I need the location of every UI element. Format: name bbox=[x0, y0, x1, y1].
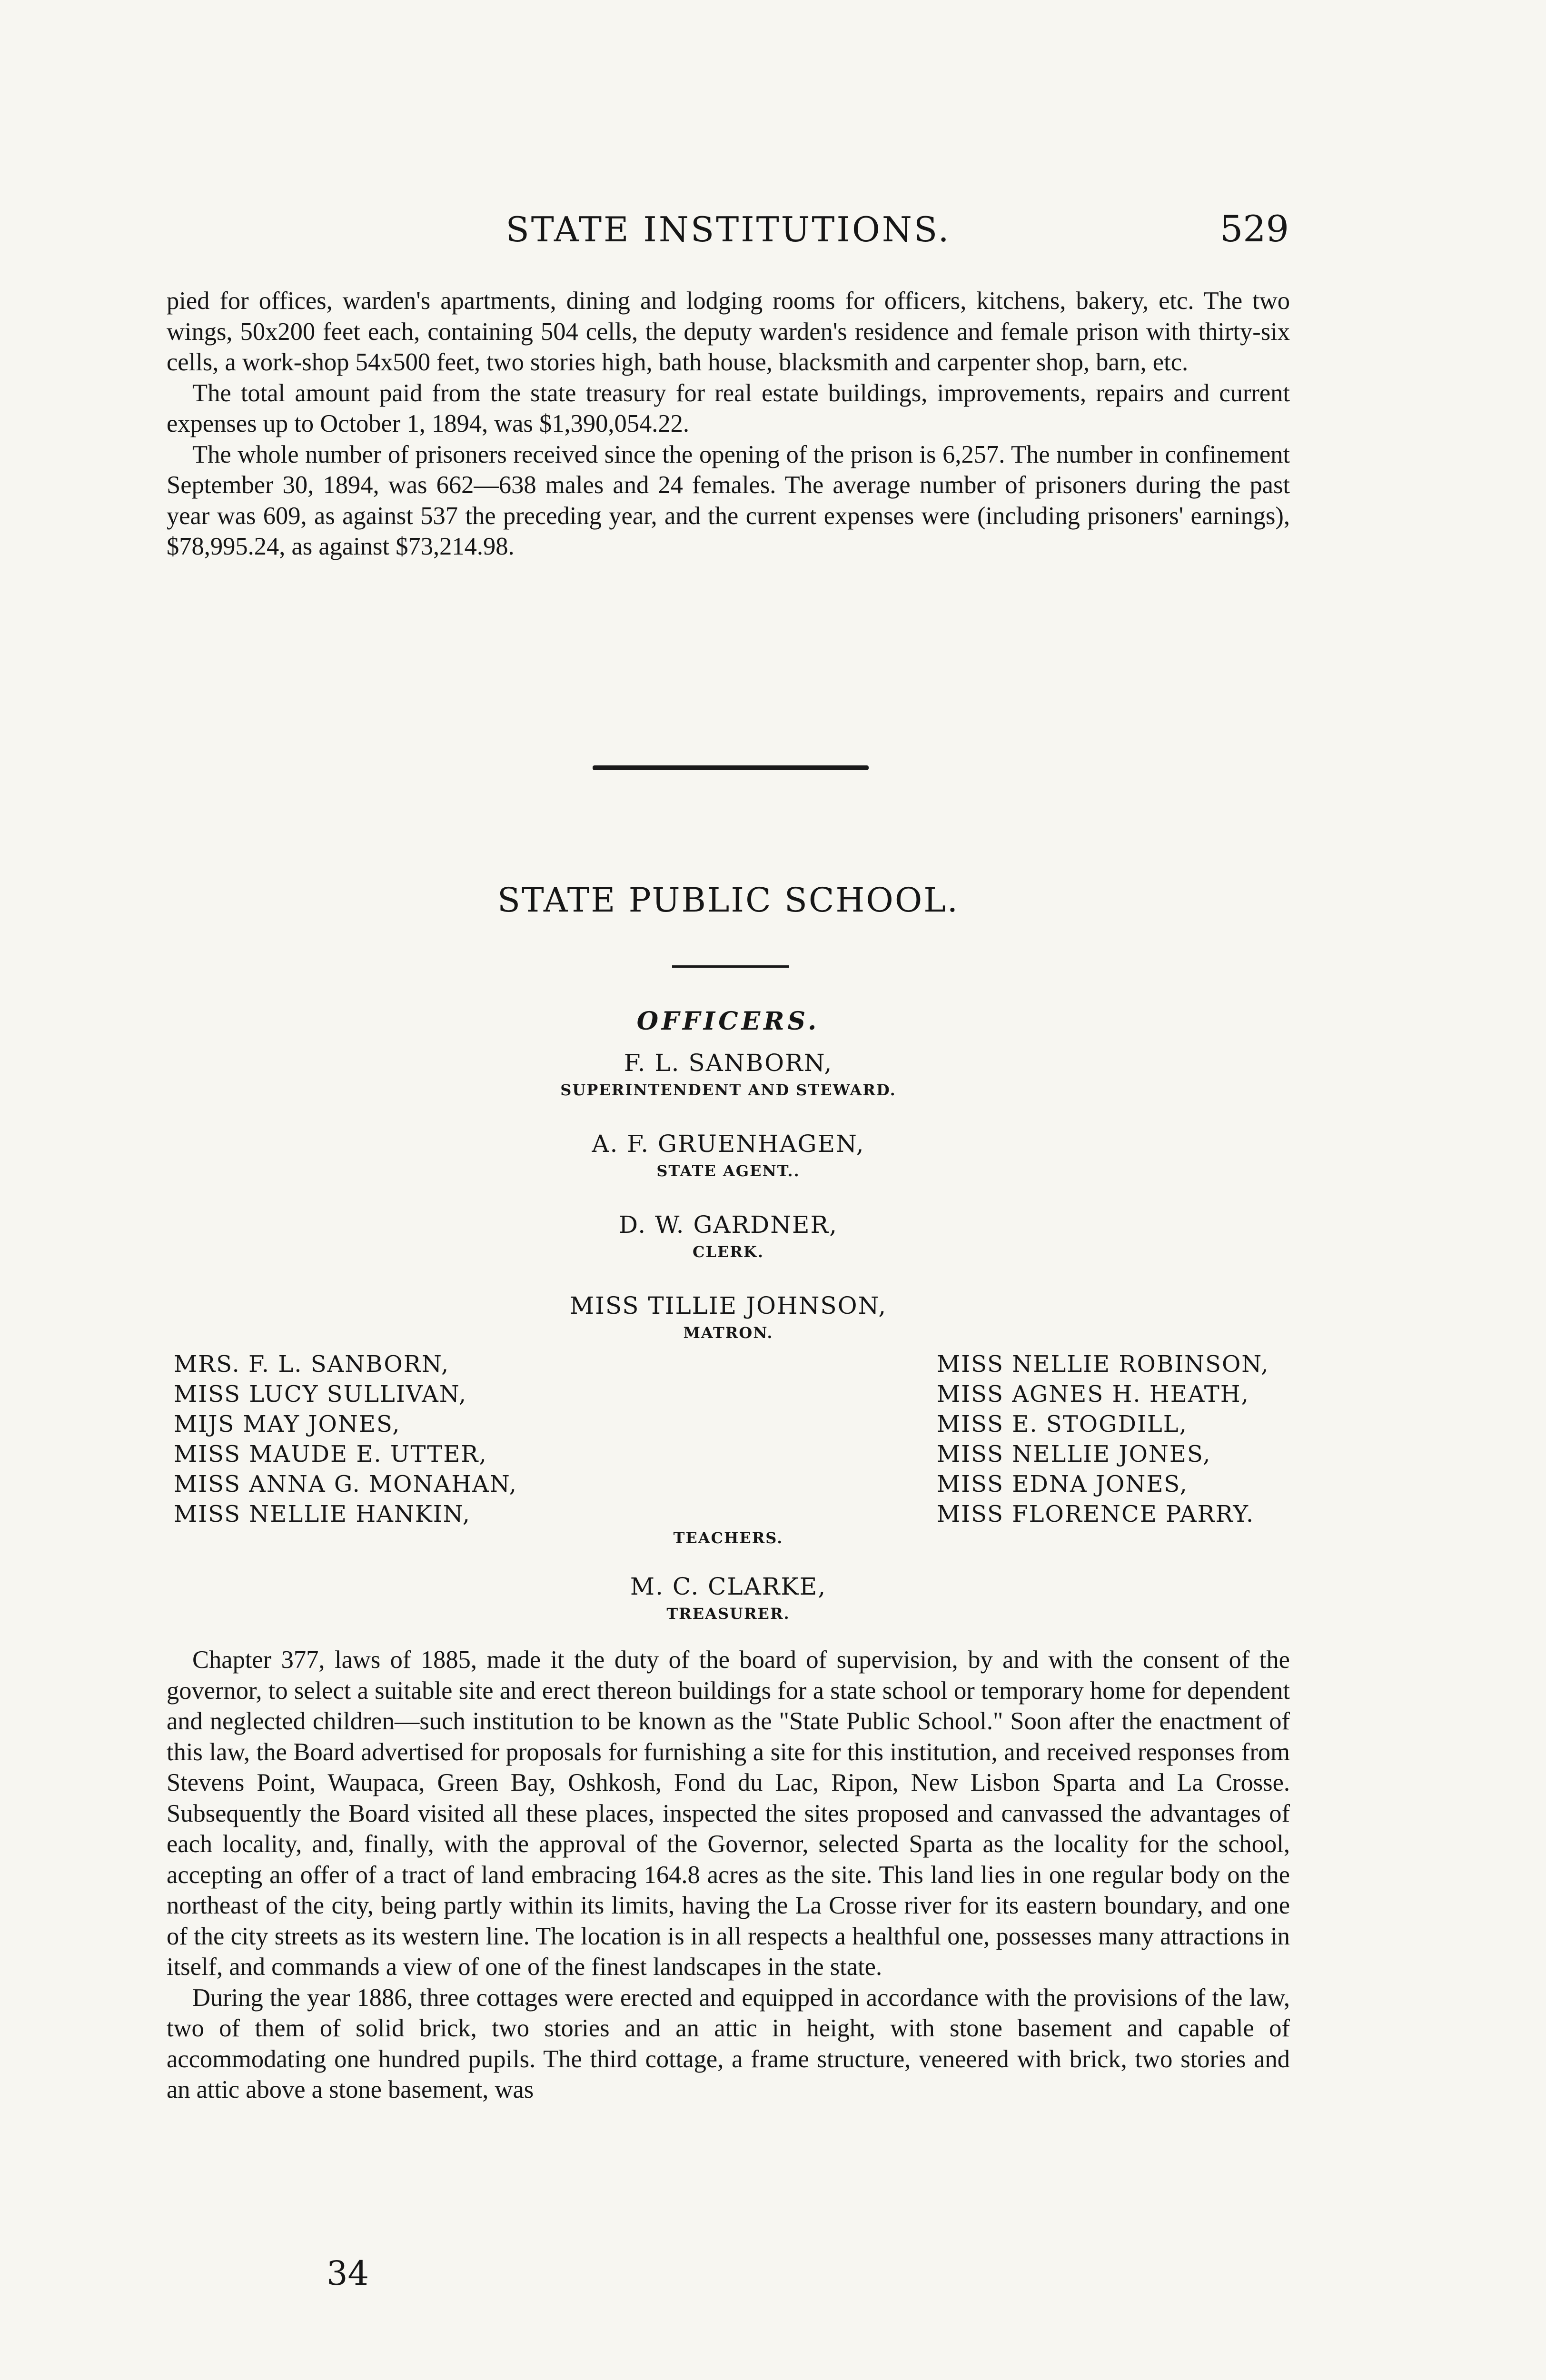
teacher-name: MRS. F. L. SANBORN, bbox=[174, 1351, 450, 1378]
paragraph: Chapter 377, laws of 1885, made it the duty of the board of supervision, by and with the consent of the governor, to select a suitable site and erect thereon buildings for a state school or temporary home for dependent and neglected children—such institution to be known as the "State Public School." Soon after the enactment of this law, the Board advertised for proposals for furnishing a site for this institution, and received responses from Stevens Point, Waupaca, Green Bay, Oshkosh, Fond du Lac, Ripon, New Lisbon Sparta and La Crosse. Subsequently the Board visited all these places, inspected the sites proposed and canvassed the advantages of each locality, and, finally, with the approval of the Governor, selected Sparta as the locality for the school, accepting an offer of a tract of land embracing 164.8 acres as the site. This land lies in one regular body on the northeast of the city, being partly within its limits, having the La Crosse river for its eastern boundary, and one of the city streets as its western line. The location is in all respects a healthful one, possesses many attractions in itself, and commands a view of one of the finest landscapes in the state. bbox=[167, 1646, 1290, 1981]
teacher-name: MISS NELLIE ROBINSON, bbox=[937, 1351, 1269, 1378]
officer-name: A. F. GRUENHAGEN, bbox=[592, 1130, 865, 1158]
officer-entry bbox=[167, 1128, 1290, 1209]
paragraph: The whole number of prisoners received since the opening of the prison is 6,257. The number in confinement September 30, 1894, was 662—638 males and 24 females. The average number of prisoners during the past year was 609, as against 537 the preceding year, and the current expenses were (including prisoners' earnings), $78,995.24, as against $73,214.98. bbox=[167, 440, 1290, 560]
section-title: STATE PUBLIC SCHOOL. bbox=[497, 881, 959, 920]
officer-entry bbox=[167, 1047, 1290, 1128]
page-number: 529 bbox=[1219, 208, 1289, 250]
officer-role: STATE AGENT.. bbox=[656, 1162, 800, 1180]
teachers-left-column bbox=[174, 1349, 517, 1529]
officer-name: MISS TILLIE JOHNSON, bbox=[569, 1292, 887, 1319]
section-divider bbox=[593, 765, 869, 770]
running-title: STATE INSTITUTIONS. bbox=[505, 209, 951, 249]
officer-role: SUPERINTENDENT AND STEWARD. bbox=[560, 1081, 896, 1099]
paragraph: pied for offices, warden's apartments, dining and lodging rooms for officers, kitchens, bakery, etc. The two wings, 50x200 feet each, containing 504 cells, the deputy warden's residence and female prison with thirty-six cells, a work-shop 54x500 feet, two stories high, bath house, blacksmith and carpenter shop, barn, etc. bbox=[167, 287, 1290, 376]
teacher-name: MISS E. STOGDILL, bbox=[937, 1411, 1188, 1438]
teacher-name: MISS NELLIE HANKIN, bbox=[174, 1501, 471, 1527]
officer-role: MATRON. bbox=[683, 1324, 773, 1342]
teacher-name: MISS LUCY SULLIVAN, bbox=[174, 1381, 467, 1408]
paragraph: During the year 1886, three cottages were erected and equipped in accordance with the provisions of the law, two of them of solid brick, two stories and an attic in height, with stone basement and capable of accommodating one hundred pupils. The third cottage, a frame structure, veneered with brick, two stories and an attic above a stone basement, was bbox=[167, 1983, 1290, 2103]
signature-folio: 34 bbox=[327, 2254, 369, 2293]
treasurer-entry bbox=[167, 1571, 1290, 1625]
teacher-name: MISS NELLIE JONES, bbox=[937, 1441, 1211, 1468]
teacher-name: MISS AGNES H. HEATH, bbox=[937, 1381, 1249, 1408]
officer-name: F. L. SANBORN, bbox=[624, 1049, 833, 1077]
officer-entry bbox=[167, 1209, 1290, 1290]
teacher-name: MISS ANNA G. MONAHAN, bbox=[174, 1471, 517, 1497]
teacher-name: MIJS MAY JONES, bbox=[174, 1411, 401, 1438]
paragraph: The total amount paid from the state treasury for real estate buildings, improvements, repairs and current expenses up to October 1, 1894, was $1,390,054.22. bbox=[167, 379, 1290, 437]
prison-text-block bbox=[167, 286, 1290, 562]
officer-role: CLERK. bbox=[693, 1243, 764, 1261]
running-header bbox=[0, 209, 1546, 252]
teachers-role-label: TEACHERS. bbox=[673, 1529, 783, 1547]
officers-list bbox=[167, 1047, 1290, 1371]
teacher-name: MISS EDNA JONES, bbox=[937, 1471, 1188, 1497]
school-text-block bbox=[167, 1645, 1290, 2105]
teacher-name: MISS FLORENCE PARRY. bbox=[937, 1501, 1255, 1527]
officers-heading: OFFICERS. bbox=[636, 1007, 820, 1036]
teachers-right-column bbox=[937, 1349, 1269, 1529]
title-underline bbox=[672, 965, 789, 968]
officer-name: M. C. CLARKE, bbox=[630, 1573, 827, 1600]
officer-role: TREASURER. bbox=[666, 1605, 790, 1623]
officer-name: D. W. GARDNER, bbox=[618, 1211, 838, 1239]
teacher-name: MISS MAUDE E. UTTER, bbox=[174, 1441, 487, 1468]
